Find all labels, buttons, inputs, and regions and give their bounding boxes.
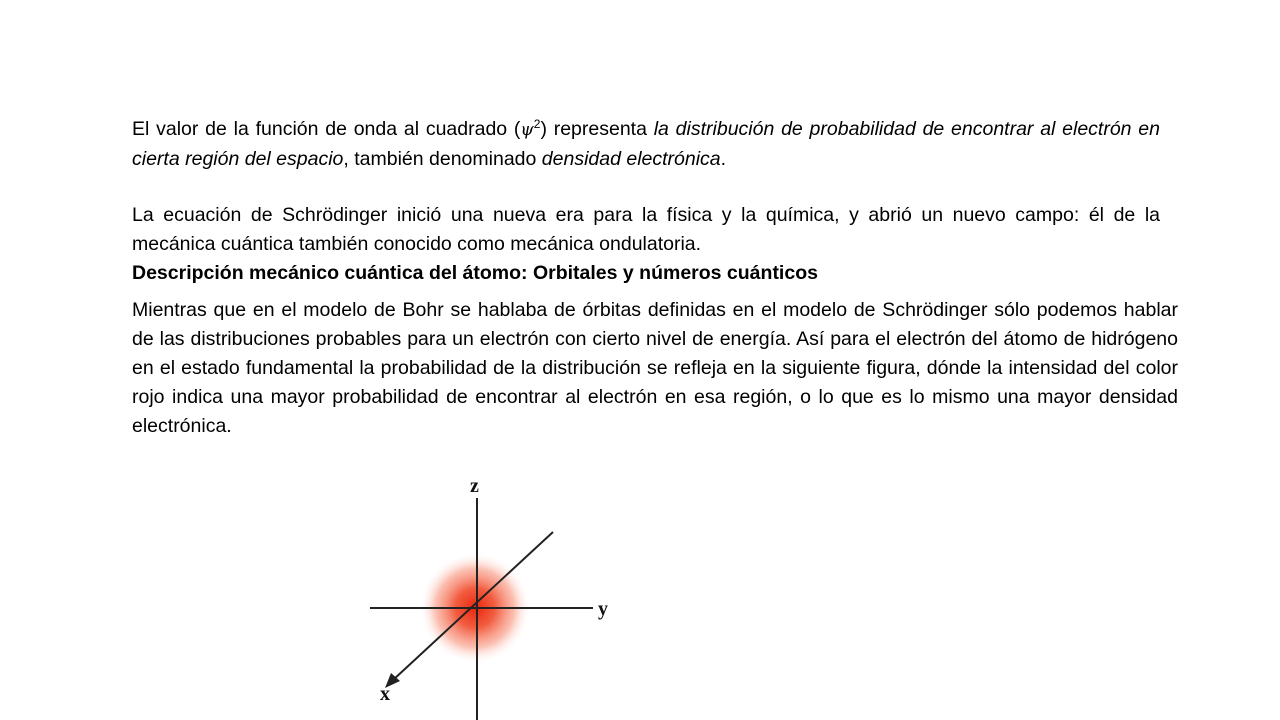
- z-axis-label: z: [470, 475, 479, 497]
- p1-emphasis-probability: la distribución de probabilidad de encontrar al electrón en cierta región del espacio: [132, 118, 1160, 170]
- section-heading: Descripción mecánico cuántica del átomo: Orbitales y números cuánticos: [132, 262, 818, 284]
- paragraph-schrodinger: La ecuación de Schrödinger inició una nueva era para la física y la química, y abrió un nuevo campo: él de la mecánica cuántica también conocido como mecánica ondulatoria.: [132, 204, 1160, 255]
- p1-text-2: ) representa: [540, 118, 654, 140]
- orbital-figure: [355, 470, 635, 720]
- y-axis-label: y: [598, 598, 608, 620]
- p1-emphasis-density: densidad electrónica: [541, 148, 721, 170]
- x-axis-label: x: [380, 683, 390, 705]
- paragraph-wavefunction: [132, 115, 1160, 174]
- p1-text-3: , también denominado: [343, 148, 542, 170]
- orbital-diagram: [355, 470, 635, 720]
- p1-text-1: El valor de la función de onda al cuadrado (: [132, 118, 521, 140]
- p1-text-4: .: [720, 148, 727, 170]
- psi-superscript: 2: [533, 117, 541, 131]
- psi-symbol: ψ: [520, 120, 534, 140]
- paragraph-bohr-vs-schrodinger: Mientras que en el modelo de Bohr se hablaba de órbitas definidas en el modelo de Schrödinger sólo podemos hablar de las distribuciones probables para un electrón con cierto nivel de energía. Así para el electrón del átomo de hidrógeno en el estado fundamental la probabilidad de la distribución se refleja en la siguiente figura, dónde la intensidad del color rojo indica una mayor probabilidad de encontrar al electrón en esa región, o lo que es lo mismo una mayor densidad electrónica.: [132, 299, 1178, 437]
